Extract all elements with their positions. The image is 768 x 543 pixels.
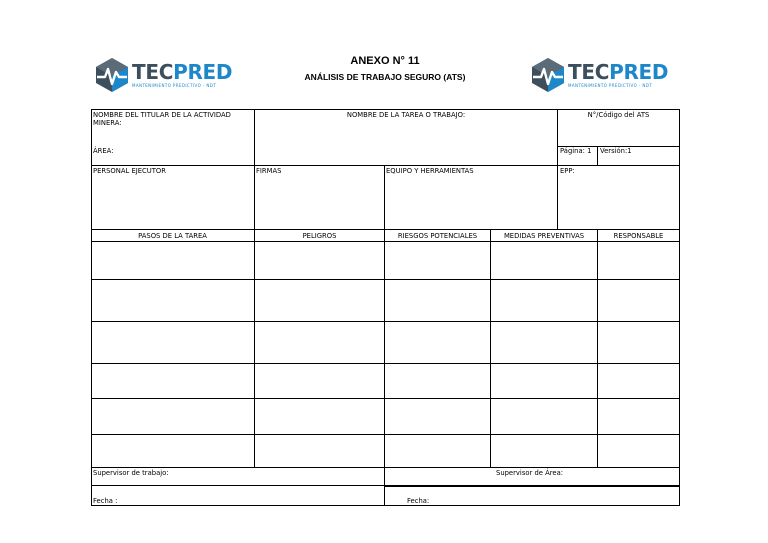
supervisor-area-label: Supervisor de Área: <box>496 469 564 477</box>
col-header-riesgos: RIESGOS POTENCIALES <box>397 232 478 240</box>
supervisor-trabajo-label: Supervisor de trabajo: <box>93 469 169 477</box>
page-label: Página: 1 <box>560 147 592 155</box>
ats-form <box>91 109 680 506</box>
divider <box>384 485 680 487</box>
column-divider <box>384 229 385 468</box>
fecha-right-label: Fecha: <box>407 497 430 505</box>
divider <box>254 165 255 230</box>
area-label: ÁREA: <box>93 147 114 155</box>
row-divider <box>91 279 680 280</box>
brand-tagline: MANTENIMIENTO PREDICTIVO - NDT <box>568 83 653 88</box>
col-header-responsable: RESPONSABLE <box>613 232 664 240</box>
fecha-left-label: Fecha : <box>93 497 118 505</box>
row-divider <box>91 467 680 468</box>
divider <box>91 485 384 486</box>
divider <box>384 165 385 230</box>
col-header-peligros: PELIGROS <box>302 232 337 240</box>
brand-tagline: MANTENIMIENTO PREDICTIVO - NDT <box>132 83 217 88</box>
firmas-label: FIRMAS <box>256 167 282 175</box>
divider <box>597 146 598 165</box>
col-header-medidas: MEDIDAS PREVENTIVAS <box>503 232 585 240</box>
row-divider <box>91 398 680 399</box>
form-border-right <box>679 109 680 506</box>
titular-label: NOMBRE DEL TITULAR DE LA ACTIVIDAD MINERA: <box>93 111 231 127</box>
personal-label: PERSONAL EJECUTOR <box>93 167 167 175</box>
row-divider <box>91 434 680 435</box>
column-divider <box>597 229 598 468</box>
col-header-pasos: PASOS DE LA TAREA <box>138 232 207 240</box>
form-border-top <box>91 109 680 110</box>
divider <box>91 165 680 166</box>
row-divider <box>91 321 680 322</box>
row-divider <box>91 363 680 364</box>
tecpred-emblem-icon <box>94 57 130 93</box>
epp-label: EPP: <box>560 167 575 175</box>
equipo-label: EQUIPO Y HERRAMIENTAS <box>386 167 474 175</box>
column-divider <box>490 229 491 468</box>
form-border-bottom <box>91 505 680 506</box>
tecpred-emblem-icon <box>530 57 566 93</box>
document-header <box>290 54 480 84</box>
tecpred-logo-left <box>94 56 232 94</box>
divider <box>91 241 680 242</box>
form-border-left <box>91 109 92 506</box>
version-label: Versión:1 <box>600 147 632 155</box>
document-subtitle: ANÁLISIS DE TRABAJO SEGURO (ATS) <box>304 72 466 82</box>
task-name-label: NOMBRE DE LA TAREA O TRABAJO: <box>346 111 466 119</box>
annex-title: ANEXO N° 11 <box>350 55 420 67</box>
brand-name: TECPRED <box>568 60 669 84</box>
divider <box>91 229 680 230</box>
ats-code-label: N°/Código del ATS <box>587 111 650 119</box>
tecpred-logo-right <box>530 56 668 94</box>
divider <box>557 165 558 230</box>
column-divider <box>254 229 255 468</box>
brand-name: TECPRED <box>132 60 233 84</box>
